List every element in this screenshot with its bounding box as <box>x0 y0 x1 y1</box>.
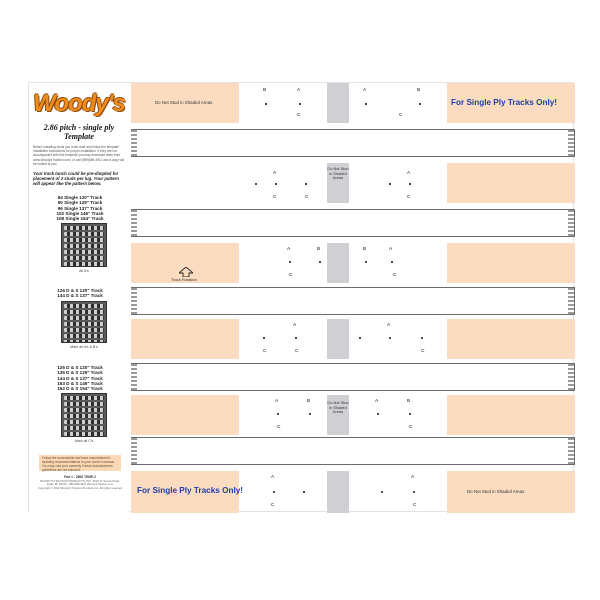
stud-position-letter: B <box>307 399 311 404</box>
shaded-area <box>131 395 239 435</box>
stud-position-letter: A <box>287 247 291 252</box>
part-number: Part # - 286S TEMP-2 <box>64 475 96 479</box>
single-ply-notice-bottom: For Single Ply Tracks Only! <box>137 486 244 495</box>
template-row <box>131 319 575 359</box>
shaded-area <box>447 243 575 283</box>
stud-position-letter: C <box>289 273 293 278</box>
stud-mark <box>391 261 393 263</box>
stud-position-letter: C <box>413 503 417 508</box>
stud-position-letter: B <box>417 88 421 93</box>
stud-position-letter: A <box>363 88 367 93</box>
stud-position-letter: C <box>273 195 277 200</box>
pattern-note: Your track lunch could be pre-dimpled for placement of 2 studs per lug. Your pattern will appear like the pattern below. <box>33 171 119 186</box>
stud-position-letter: C <box>421 349 425 354</box>
stud-mark <box>381 491 383 493</box>
track-list-item: 84 Single 120" Track <box>57 195 103 200</box>
template-row <box>131 395 575 435</box>
stud-position-letter: A <box>293 323 297 328</box>
stud-mark <box>305 183 307 185</box>
stud-mark <box>273 491 275 493</box>
stud-position-letter: C <box>393 273 397 278</box>
stud-position-letter: C <box>409 425 413 430</box>
center-shaded-band <box>327 319 349 359</box>
track-list-item: 144 D & S 137" Track <box>57 375 103 381</box>
track-rotation-arrow-icon <box>179 267 193 277</box>
stud-mark <box>275 183 277 185</box>
shaded-warning: Do Not Stud in Shaded Areas <box>327 400 349 415</box>
track-list-ds-five <box>37 365 123 391</box>
stud-position-letter: A <box>271 475 275 480</box>
stud-mark <box>277 413 279 415</box>
track-strip <box>131 209 575 237</box>
intro-text: Before installing studs you must read and follow the template installation instructions for proper installation. If they are not accompanied with this template you may download them from www.WoodysTraction.com, or call (989)689-4911 and a copy will be mailed to you. <box>33 145 125 166</box>
shaded-area <box>447 163 575 203</box>
stud-position-letter: C <box>295 349 299 354</box>
track-photo-ds-five <box>61 393 107 437</box>
stud-position-letter: C <box>297 113 301 118</box>
stud-position-letter: A <box>387 323 391 328</box>
track-list-item: 153 D & S 146" Track <box>57 380 103 386</box>
stud-template-grid <box>131 83 575 513</box>
company-address: WOODY'S TRACTION PRODUCTS, INC. 8224 N. Scenic Road, Inglis, MI 48235 - 989-689-4911 WoodysTraction.com <box>40 478 120 487</box>
stud-mark <box>409 413 411 415</box>
stud-mark <box>419 103 421 105</box>
stud-mark <box>255 183 257 185</box>
stud-mark <box>421 337 423 339</box>
stud-position-letter: C <box>407 195 411 200</box>
stud-mark <box>289 261 291 263</box>
woodys-logo: Woody's <box>33 90 125 117</box>
do-not-stud-label: Do Not Stud in Shaded Areas <box>155 100 213 105</box>
stud-mark <box>319 261 321 263</box>
track-list-item: 90 Single 129" Track <box>57 200 103 206</box>
track-strip <box>131 363 575 391</box>
copyright: Copyright © 2012 Woody's Traction Products Inc. All rights reserved <box>37 485 122 490</box>
center-shaded-band <box>327 471 349 513</box>
stud-position-letter: C <box>263 349 267 354</box>
stud-mark <box>365 103 367 105</box>
shaded-area <box>131 319 239 359</box>
shaded-warning: Do Not Stud in Shaded Areas <box>327 166 349 181</box>
stud-position-letter: C <box>277 425 281 430</box>
track-list-item: 135 D & S 129" Track <box>57 370 103 376</box>
stud-position-letter: A <box>297 88 301 93</box>
photo-caption-ds-five: Mark all C's <box>74 439 94 443</box>
stud-position-letter: B <box>363 247 367 252</box>
stud-mark <box>295 337 297 339</box>
template-sheet <box>28 82 574 512</box>
track-photo-single <box>61 223 107 267</box>
template-row <box>131 243 575 283</box>
stud-mark <box>413 491 415 493</box>
stud-mark <box>389 183 391 185</box>
stud-position-letter: A <box>273 171 277 176</box>
stud-position-letter: C <box>399 113 403 118</box>
center-shaded-band <box>327 243 349 283</box>
stud-mark <box>265 103 267 105</box>
template-row <box>131 471 575 513</box>
stud-mark <box>377 413 379 415</box>
sidebar <box>29 83 129 513</box>
track-list-single <box>37 195 123 221</box>
track-list-item: 96 Single 137" Track <box>57 205 103 211</box>
track-list-item: 102 Single 146" Track <box>56 210 104 216</box>
track-list-ds-two <box>37 288 123 299</box>
stud-mark <box>365 261 367 263</box>
track-list-item: 108 Single 154" Track <box>56 216 104 222</box>
track-list-item: 162 D & S 154" Track <box>57 386 103 392</box>
template-title: 2.86 pitch - single ply Template <box>43 123 115 141</box>
stud-mark <box>409 183 411 185</box>
stud-position-letter: A <box>275 399 279 404</box>
stud-mark <box>389 337 391 339</box>
template-row <box>131 163 575 203</box>
do-not-stud-label-bottom: Do Not Stud in Shaded Areas <box>467 489 525 494</box>
track-list-item: 126 D & S 120" Track <box>57 365 103 370</box>
stud-mark <box>359 337 361 339</box>
track-photo-ds-two <box>61 301 107 343</box>
stud-position-letter: B <box>263 88 267 93</box>
stud-position-letter: A <box>375 399 379 404</box>
shaded-area <box>447 395 575 435</box>
track-rotation-label: Track Rotation <box>171 277 197 282</box>
track-strip <box>131 129 575 157</box>
stud-position-letter: A <box>411 475 415 480</box>
track-strip <box>131 287 575 315</box>
stud-mark <box>263 337 265 339</box>
stud-position-letter: A <box>389 247 393 252</box>
stud-mark <box>299 103 301 105</box>
stud-mark <box>303 491 305 493</box>
photo-caption-single: All A's <box>79 269 89 273</box>
stud-mark <box>309 413 311 415</box>
warranty-warning: Follow the snowmobile and track manufacturer's studding recommendations in your owner's manual. You may void your warranty if track manufacturers guidelines are not followed. <box>39 455 121 471</box>
stud-position-letter: C <box>305 195 309 200</box>
center-shaded-band <box>327 83 349 123</box>
stud-position-letter: B <box>407 399 411 404</box>
template-row <box>131 83 575 123</box>
stud-position-letter: B <box>317 247 321 252</box>
track-list-item: 126 D & S 120" Track <box>57 288 103 293</box>
single-ply-notice: For Single Ply Tracks Only! <box>451 98 558 107</box>
track-list-item: 144 D & S 137" Track <box>57 293 103 299</box>
shaded-area <box>447 319 575 359</box>
track-strip <box>131 437 575 465</box>
stud-position-letter: C <box>271 503 275 508</box>
photo-caption-ds-two: Mark all A's & B's <box>70 345 98 349</box>
stud-position-letter: A <box>407 171 411 176</box>
company-info <box>37 476 123 490</box>
